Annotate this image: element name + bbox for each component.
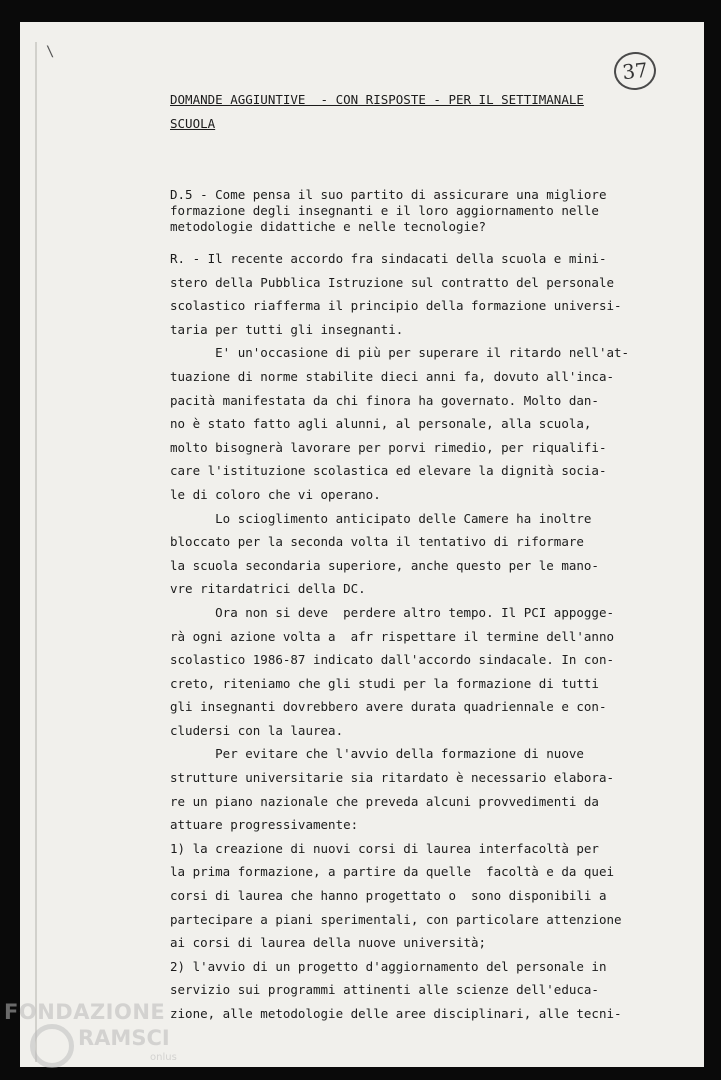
body-line: molto bisognerà lavorare per porvi rimedio, per riqualifi- — [170, 439, 607, 455]
body-line: gli insegnanti dovrebbero avere durata quadriennale e con- — [170, 699, 607, 715]
body-line: 2) l'avvio di un progetto d'aggiornamento del personale in — [170, 958, 607, 974]
body-line: Ora non si deve perdere altro tempo. Il PCI appogge- — [170, 604, 615, 620]
pencil-tick-mark: \ — [46, 44, 55, 60]
body-line: attuare progressivamente: — [170, 817, 359, 833]
watermark-line-2: RAMSCI — [78, 1026, 170, 1050]
answer-body — [170, 247, 670, 1026]
body-line: partecipare a piani sperimentali, con particolare attenzione — [170, 911, 622, 927]
body-line: la scuola secondaria superiore, anche questo per le mano- — [170, 557, 599, 573]
body-line: pacità manifestata da chi finora ha governato. Molto dan- — [170, 392, 599, 408]
body-line: care l'istituzione scolastica ed elevare la dignità socia- — [170, 463, 607, 479]
body-line: R. - Il recente accordo fra sindacati della scuola e mini- — [170, 251, 607, 266]
body-line: rà ogni azione volta a afr rispettare il termine dell'anno — [170, 628, 615, 644]
body-line: E' un'occasione di più per superare il ritardo nell'at- — [170, 345, 630, 361]
body-line: scolastico 1986-87 indicato dall'accordo sindacale. In con- — [170, 652, 615, 668]
document-page — [20, 22, 704, 1067]
heading-line-1: DOMANDE AGGIUNTIVE - CON RISPOSTE - PER IL SETTIMANALE — [170, 92, 584, 107]
fondazione-gramsci-watermark — [4, 1000, 204, 1075]
body-line: scolastico riafferma il principio della formazione universi- — [170, 298, 622, 314]
body-line: no è stato fatto agli alunni, al personale, alla scuola, — [170, 416, 592, 432]
question-line: formazione degli insegnanti e il loro aggiornamento nelle — [170, 203, 599, 218]
page-fold-line — [35, 42, 37, 1062]
body-line: creto, riteniamo che gli studi per la formazione di tutti — [170, 675, 599, 691]
body-line: cludersi con la laurea. — [170, 722, 344, 738]
watermark-g-logo-icon — [30, 1024, 74, 1068]
body-line: vre ritardatrici della DC. — [170, 581, 366, 597]
watermark-line-1: FONDAZIONE — [4, 1000, 166, 1024]
body-line: stero della Pubblica Istruzione sul contratto del personale — [170, 274, 615, 290]
question-block — [170, 187, 670, 235]
body-line: ai corsi di laurea della nuove università; — [170, 935, 487, 951]
body-line: strutture universitarie sia ritardato è necessario elabora- — [170, 770, 615, 786]
question-line: D.5 - Come pensa il suo partito di assicurare una migliore — [170, 187, 607, 202]
body-line: Lo scioglimento anticipato delle Camere ha inoltre — [170, 510, 592, 526]
question-line: metodologie didattiche e nelle tecnologie? — [170, 219, 487, 234]
body-line: bloccato per la seconda volta il tentativo di riformare — [170, 534, 584, 550]
body-line: la prima formazione, a partire da quelle facoltà e da quei — [170, 864, 615, 880]
body-line: corsi di laurea che hanno progettato o sono disponibili a — [170, 888, 607, 904]
body-line: taria per tutti gli insegnanti. — [170, 321, 404, 337]
body-line: zione, alle metodologie delle aree disciplinari, alle tecni- — [170, 1006, 622, 1021]
body-line: 1) la creazione di nuovi corsi di laurea interfacoltà per — [170, 840, 599, 856]
body-line: re un piano nazionale che preveda alcuni provvedimenti da — [170, 793, 599, 809]
body-line: Per evitare che l'avvio della formazione di nuove — [170, 746, 584, 762]
watermark-line-3: onlus — [150, 1052, 177, 1063]
body-line: le di coloro che vi operano. — [170, 486, 381, 502]
heading-line-2: SCUOLA — [170, 116, 216, 131]
body-line: tuazione di norme stabilite dieci anni fa, dovuto all'inca- — [170, 368, 615, 384]
body-line: servizio sui programmi attinenti alle scienze dell'educa- — [170, 982, 599, 998]
page-number-circled: 37 — [612, 50, 658, 92]
